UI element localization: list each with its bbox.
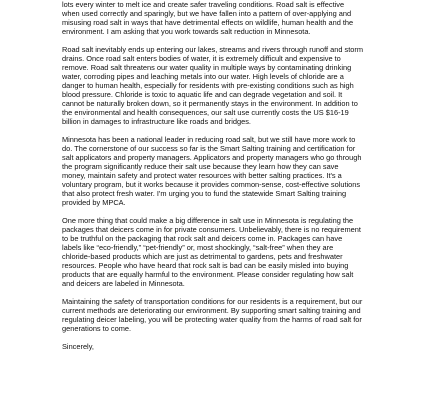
paragraph-smart-salting-program: Minnesota has been a national leader in reducing road salt, but we still have more work to do. The cornerstone of our success so far is the Smart Salting training and certification for salt applicators and property managers. Applicators and property managers who go through the program significantly reduce their salt use because they learn how they can save money, maintain safety and protect water resources with better salting practices. It's a voluntary program, but it works because it provides common-sense, cost-effective solutions that also protect fresh water. I'm urging you to fund the statewide Smart Salting training provided by MPCA.	[62, 134, 362, 208]
paragraph-conclusion: Maintaining the safety of transportation conditions for our residents is a requirement, but our current methods are deteriorating our environment. By supporting smart salting training and regulating deicer labeling, you will be protecting water quality from the harms of road salt for generations to come.	[62, 296, 363, 333]
letter-body	[62, 0, 363, 351]
paragraph-water-contamination: Road salt inevitably ends up entering our lakes, streams and rivers through runoff and storm drains. Once road salt enters bodies of water, it is extremely difficult and expensive to remove. Road salt threatens our water quality in multiple ways by contaminating drinking water, corroding pipes and leaching metals into our water. High levels of chloride are a danger to human health, especially for residents with pre-existing conditions such as high blood pressure. Chloride is toxic to aquatic life and can degrade vegetation and soil. It cannot be naturally broken down, so it permanently stays in the environment. In addition to the environmental and health consequences, our salt use currently costs the US $16-19 billion in damages to infrastructure like roads and bridges.	[62, 44, 363, 127]
closing-salutation: Sincerely,	[62, 341, 94, 351]
paragraph-road-salt-history: lots every winter to melt ice and create safer traveling conditions. Road salt is effective when used correctly and sparingly, but we have fallen into a pattern of over-applying and misusing road salt in ways that have detrimental effects on wildlife, human health and the environment. I am asking that you work towards salt reduction in Minnesota.	[62, 0, 354, 37]
paragraph-deicer-labeling: One more thing that could make a big difference in salt use in Minnesota is regulating the packages that deicers come in for private consumers. Unbelievably, there is no requirement to be truthful on the packaging that rock salt and deicers come in. Packages can have labels like “eco-friendly,” “pet-friendly” or, most shockingly, “salt-free” when they are chloride-based products which are just as detrimental to gardens, pets and freshwater resources. People who have heard that rock salt is bad can be easily misled into buying products that are equally harmful to the environment. Please consider regulating how salt and deicers are labeled in Minnesota.	[62, 215, 361, 289]
